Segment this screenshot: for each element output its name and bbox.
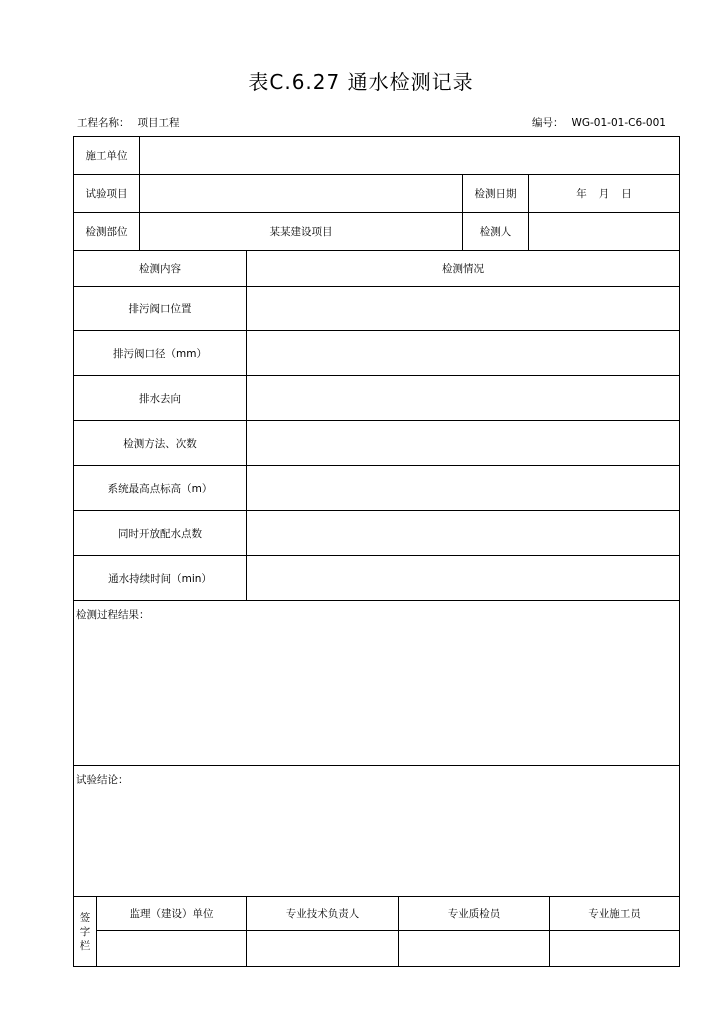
signature-char: 字 bbox=[79, 926, 91, 938]
page-title: 表C.6.27 通水检测记录 bbox=[248, 70, 474, 94]
table-row-value[interactable] bbox=[247, 556, 679, 600]
signature-role-quality-inspector: 专业质检员 bbox=[447, 908, 501, 920]
project-name-label: 工程名称： bbox=[77, 117, 130, 129]
table-row-value[interactable] bbox=[247, 287, 679, 330]
column-header-content: 检测内容 bbox=[139, 263, 181, 275]
table-row-label: 排污阀口径（mm） bbox=[113, 347, 207, 360]
signature-char: 栏 bbox=[79, 940, 91, 952]
location-label: 检测部位 bbox=[85, 226, 128, 238]
record-form bbox=[73, 136, 680, 967]
table-row-label: 排水去向 bbox=[139, 392, 181, 405]
date-day: 日 bbox=[621, 188, 632, 200]
table-row-value[interactable] bbox=[247, 331, 679, 375]
column-header-status: 检测情况 bbox=[442, 263, 484, 275]
table-row-label: 同时开放配水点数 bbox=[118, 527, 202, 540]
signature-role-supervision: 监理（建设）单位 bbox=[129, 908, 214, 920]
date-month: 月 bbox=[598, 188, 610, 200]
inspector-field[interactable] bbox=[529, 213, 679, 250]
signature-column-label bbox=[74, 897, 96, 967]
conclusion-label: 试验结论： bbox=[76, 774, 129, 786]
signature-field[interactable] bbox=[550, 931, 679, 966]
signature-field[interactable] bbox=[97, 931, 246, 966]
project-name bbox=[77, 115, 180, 130]
test-date-label: 检测日期 bbox=[474, 188, 517, 200]
construction-unit-label: 施工单位 bbox=[85, 150, 128, 162]
table-row-value[interactable] bbox=[247, 466, 679, 510]
signature-role-tech-lead: 专业技术负责人 bbox=[285, 908, 360, 920]
record-code-label: 编号： bbox=[532, 117, 564, 129]
project-name-value: 项目工程 bbox=[137, 117, 180, 129]
table-row-value[interactable] bbox=[247, 511, 679, 555]
test-item-field[interactable] bbox=[140, 175, 462, 212]
signature-role-constructor: 专业施工员 bbox=[588, 908, 641, 920]
signature-char: 签 bbox=[79, 912, 91, 924]
table-row-value[interactable] bbox=[247, 376, 679, 420]
table-row-label: 排污阀口位置 bbox=[128, 303, 192, 315]
table-row-label: 系统最高点标高（m） bbox=[107, 482, 213, 495]
date-year: 年 bbox=[576, 188, 587, 200]
test-item-label: 试验项目 bbox=[85, 188, 128, 200]
location-field[interactable]: 某某建设项目 bbox=[269, 226, 333, 238]
record-code bbox=[532, 115, 666, 130]
process-result-label: 检测过程结果： bbox=[76, 609, 150, 621]
construction-unit-field[interactable] bbox=[140, 137, 679, 174]
test-date-field[interactable] bbox=[529, 175, 679, 212]
signature-field[interactable] bbox=[247, 931, 398, 966]
record-code-value: WG-01-01-C6-001 bbox=[571, 117, 666, 129]
table-row-label: 通水持续时间（min） bbox=[108, 572, 212, 585]
signature-field[interactable] bbox=[399, 931, 549, 966]
table-row-label: 检测方法、次数 bbox=[123, 437, 197, 450]
inspector-label: 检测人 bbox=[479, 226, 512, 238]
table-row-value[interactable] bbox=[247, 421, 679, 465]
